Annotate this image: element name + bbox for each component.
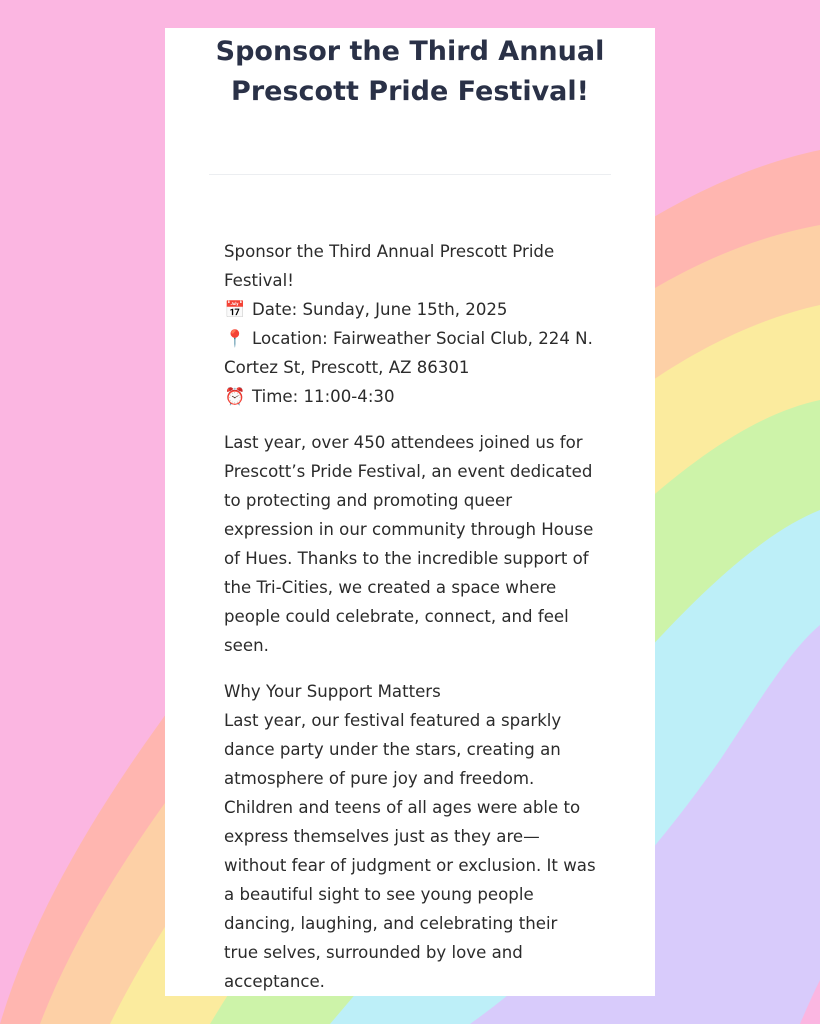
paragraph-last-year: Last year, over 450 attendees joined us for Prescott’s Pride Festival, an event dedicated to protecting and promoting queer expression in our community through House of Hues. Thanks to the incredible support of the Tri-Cities, we created a space where people could celebrate, connect, and feel seen. [224, 433, 594, 655]
date-text: Date: Sunday, June 15th, 2025 [252, 300, 508, 319]
calendar-icon: 📅 [224, 300, 246, 319]
date-line [224, 295, 596, 324]
location-text: Location: Fairweather Social Club, 224 N. Cortez St, Prescott, AZ 86301 [224, 329, 593, 377]
alarm-clock-icon: ⏰ [224, 387, 246, 406]
intro-heading: Sponsor the Third Annual Prescott Pride Festival! [224, 242, 555, 290]
section-heading: Why Your Support Matters [224, 682, 441, 701]
time-text: Time: 11:00-4:30 [252, 387, 395, 406]
map-pin-icon: 📍 [224, 329, 246, 348]
time-line [224, 382, 596, 411]
post-body [224, 237, 596, 996]
post-card [165, 28, 655, 996]
paragraph-support: Last year, our festival featured a sparkly dance party under the stars, creating an atmosphere of pure joy and freedom. Children and teens of all ages were able to express themselves just as they are—without fear of judgment or exclusion. It was a beautiful sight to see young people dancing, laughing, and celebrating their true selves, surrounded by love and acceptance. [224, 711, 596, 991]
support-section [224, 677, 596, 996]
page-title: Sponsor the Third Annual Prescott Pride Festival! [215, 36, 605, 107]
location-line [224, 324, 596, 382]
title-divider [209, 174, 611, 175]
event-details [224, 237, 596, 411]
